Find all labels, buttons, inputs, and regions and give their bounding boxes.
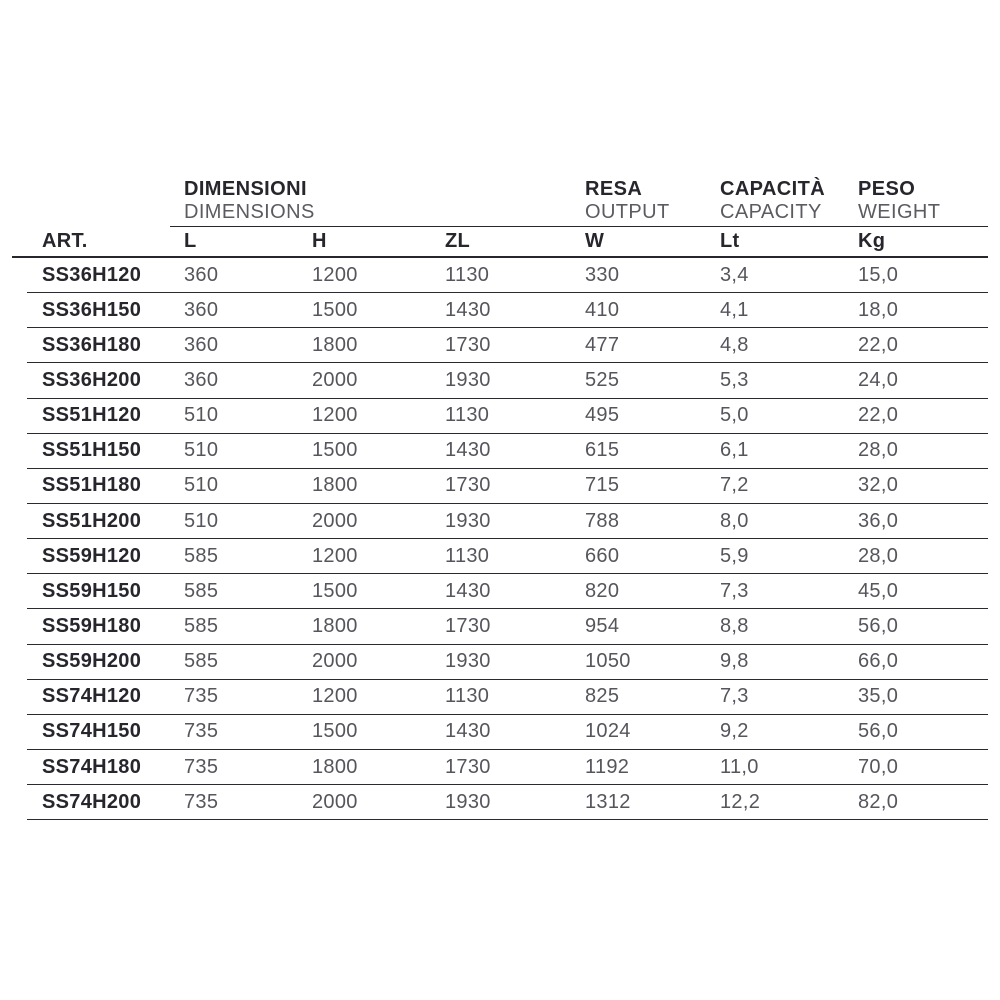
cell-output-w: 820 bbox=[585, 579, 620, 602]
cell-capacity-lt: 5,9 bbox=[720, 544, 749, 567]
cell-zl: 1430 bbox=[445, 720, 491, 743]
table-row bbox=[27, 363, 988, 398]
cell-weight-kg: 56,0 bbox=[858, 614, 899, 637]
group-header-dimensions bbox=[184, 178, 585, 226]
table-body bbox=[27, 258, 988, 820]
table-row bbox=[27, 715, 988, 750]
cell-capacity-lt: 8,8 bbox=[720, 614, 749, 637]
cell-weight-kg: 82,0 bbox=[858, 790, 899, 813]
cell-length: 585 bbox=[184, 544, 219, 567]
cell-length: 510 bbox=[184, 439, 219, 462]
table-row bbox=[27, 258, 988, 293]
cell-capacity-lt: 11,0 bbox=[720, 755, 759, 778]
cell-length: 735 bbox=[184, 720, 219, 743]
cell-capacity-lt: 8,0 bbox=[720, 509, 749, 532]
cell-art-code: SS36H200 bbox=[42, 368, 142, 391]
cell-output-w: 410 bbox=[585, 298, 620, 321]
cell-capacity-lt: 7,3 bbox=[720, 685, 749, 708]
cell-height: 1800 bbox=[312, 614, 358, 637]
product-spec-table bbox=[12, 178, 988, 820]
cell-capacity-lt: 12,2 bbox=[720, 790, 761, 813]
cell-zl: 1130 bbox=[445, 544, 490, 567]
cell-capacity-lt: 7,2 bbox=[720, 474, 749, 497]
group-subtitle-weight: WEIGHT bbox=[858, 201, 941, 223]
cell-output-w: 954 bbox=[585, 614, 620, 637]
cell-height: 1200 bbox=[312, 685, 358, 708]
cell-height: 1500 bbox=[312, 298, 358, 321]
cell-art-code: SS51H120 bbox=[42, 404, 142, 427]
group-title-peso: PESO bbox=[858, 178, 916, 200]
table-row bbox=[27, 434, 988, 469]
cell-art-code: SS59H180 bbox=[42, 614, 142, 637]
cell-art-code: SS36H150 bbox=[42, 298, 142, 321]
table-row bbox=[27, 399, 988, 434]
cell-length: 360 bbox=[184, 368, 219, 391]
cell-output-w: 788 bbox=[585, 509, 620, 532]
cell-height: 1800 bbox=[312, 333, 358, 356]
cell-output-w: 1192 bbox=[585, 755, 630, 778]
cell-length: 510 bbox=[184, 404, 219, 427]
cell-art-code: SS59H200 bbox=[42, 650, 142, 673]
cell-length: 360 bbox=[184, 263, 219, 286]
cell-output-w: 615 bbox=[585, 439, 620, 462]
cell-art-code: SS36H180 bbox=[42, 333, 142, 356]
cell-art-code: SS59H120 bbox=[42, 544, 142, 567]
cell-capacity-lt: 6,1 bbox=[720, 439, 749, 462]
group-title-dimensioni: DIMENSIONI bbox=[184, 178, 307, 200]
cell-length: 735 bbox=[184, 790, 219, 813]
column-header-l: L bbox=[184, 229, 197, 252]
cell-length: 510 bbox=[184, 509, 219, 532]
table-row bbox=[27, 328, 988, 363]
cell-length: 510 bbox=[184, 474, 219, 497]
cell-weight-kg: 15,0 bbox=[858, 263, 899, 286]
cell-weight-kg: 32,0 bbox=[858, 474, 899, 497]
table-row bbox=[27, 645, 988, 680]
column-header-row bbox=[12, 226, 988, 258]
cell-zl: 1130 bbox=[445, 685, 490, 708]
column-header-lt: Lt bbox=[720, 229, 740, 252]
cell-height: 1200 bbox=[312, 263, 358, 286]
cell-capacity-lt: 9,8 bbox=[720, 650, 749, 673]
table-row bbox=[27, 750, 988, 785]
cell-height: 1500 bbox=[312, 579, 358, 602]
cell-weight-kg: 22,0 bbox=[858, 333, 899, 356]
cell-output-w: 330 bbox=[585, 263, 620, 286]
cell-zl: 1730 bbox=[445, 614, 491, 637]
cell-capacity-lt: 4,1 bbox=[720, 298, 749, 321]
cell-length: 585 bbox=[184, 614, 219, 637]
cell-art-code: SS36H120 bbox=[42, 263, 142, 286]
column-header-kg: Kg bbox=[858, 229, 886, 252]
cell-capacity-lt: 5,3 bbox=[720, 368, 749, 391]
cell-capacity-lt: 5,0 bbox=[720, 404, 749, 427]
cell-art-code: SS59H150 bbox=[42, 579, 142, 602]
cell-weight-kg: 35,0 bbox=[858, 685, 899, 708]
cell-art-code: SS74H150 bbox=[42, 720, 142, 743]
cell-zl: 1930 bbox=[445, 650, 491, 673]
column-header-w: W bbox=[585, 229, 605, 252]
cell-zl: 1930 bbox=[445, 509, 491, 532]
cell-zl: 1730 bbox=[445, 474, 491, 497]
table-row bbox=[27, 539, 988, 574]
cell-zl: 1930 bbox=[445, 790, 491, 813]
cell-height: 1200 bbox=[312, 544, 358, 567]
cell-zl: 1430 bbox=[445, 298, 491, 321]
cell-height: 2000 bbox=[312, 790, 358, 813]
cell-output-w: 477 bbox=[585, 333, 620, 356]
cell-length: 735 bbox=[184, 685, 219, 708]
cell-height: 1800 bbox=[312, 474, 358, 497]
cell-output-w: 495 bbox=[585, 404, 620, 427]
group-header-output bbox=[585, 178, 720, 226]
group-subtitle-capacity: CAPACITY bbox=[720, 201, 822, 223]
column-header-art: ART. bbox=[42, 229, 88, 252]
cell-weight-kg: 28,0 bbox=[858, 544, 899, 567]
cell-zl: 1930 bbox=[445, 368, 491, 391]
cell-height: 2000 bbox=[312, 650, 358, 673]
group-title-capacita: CAPACITÀ bbox=[720, 178, 826, 200]
cell-height: 1500 bbox=[312, 439, 358, 462]
cell-length: 585 bbox=[184, 650, 219, 673]
cell-zl: 1130 bbox=[445, 404, 490, 427]
cell-weight-kg: 28,0 bbox=[858, 439, 899, 462]
table-row bbox=[27, 574, 988, 609]
cell-zl: 1730 bbox=[445, 755, 491, 778]
table-row bbox=[27, 680, 988, 715]
table-row bbox=[27, 469, 988, 504]
cell-zl: 1430 bbox=[445, 439, 491, 462]
cell-weight-kg: 56,0 bbox=[858, 720, 899, 743]
group-subtitle-output: OUTPUT bbox=[585, 201, 670, 223]
cell-art-code: SS51H180 bbox=[42, 474, 142, 497]
group-title-resa: RESA bbox=[585, 178, 643, 200]
group-header-underline bbox=[170, 226, 988, 227]
cell-height: 1800 bbox=[312, 755, 358, 778]
cell-output-w: 1024 bbox=[585, 720, 631, 743]
cell-art-code: SS51H150 bbox=[42, 439, 142, 462]
cell-zl: 1430 bbox=[445, 579, 491, 602]
cell-art-code: SS74H200 bbox=[42, 790, 142, 813]
cell-height: 2000 bbox=[312, 509, 358, 532]
column-header-zl: ZL bbox=[445, 229, 471, 252]
group-header-row bbox=[12, 178, 988, 226]
cell-art-code: SS74H180 bbox=[42, 755, 142, 778]
cell-height: 1500 bbox=[312, 720, 358, 743]
column-header-h: H bbox=[312, 229, 327, 252]
cell-output-w: 715 bbox=[585, 474, 620, 497]
cell-capacity-lt: 4,8 bbox=[720, 333, 749, 356]
table-row bbox=[27, 609, 988, 644]
cell-art-code: SS51H200 bbox=[42, 509, 142, 532]
cell-weight-kg: 24,0 bbox=[858, 368, 899, 391]
cell-output-w: 525 bbox=[585, 368, 620, 391]
table-row bbox=[27, 785, 988, 820]
cell-capacity-lt: 7,3 bbox=[720, 579, 749, 602]
cell-weight-kg: 22,0 bbox=[858, 404, 899, 427]
cell-length: 360 bbox=[184, 298, 219, 321]
cell-capacity-lt: 3,4 bbox=[720, 263, 749, 286]
cell-capacity-lt: 9,2 bbox=[720, 720, 749, 743]
cell-weight-kg: 18,0 bbox=[858, 298, 899, 321]
cell-weight-kg: 45,0 bbox=[858, 579, 899, 602]
group-header-capacity bbox=[720, 178, 858, 226]
cell-height: 1200 bbox=[312, 404, 358, 427]
table-row bbox=[27, 293, 988, 328]
cell-output-w: 825 bbox=[585, 685, 620, 708]
cell-height: 2000 bbox=[312, 368, 358, 391]
cell-weight-kg: 66,0 bbox=[858, 650, 899, 673]
group-header-weight bbox=[858, 178, 988, 226]
cell-weight-kg: 70,0 bbox=[858, 755, 899, 778]
cell-length: 585 bbox=[184, 579, 219, 602]
cell-output-w: 660 bbox=[585, 544, 620, 567]
cell-zl: 1130 bbox=[445, 263, 490, 286]
cell-art-code: SS74H120 bbox=[42, 685, 142, 708]
cell-output-w: 1312 bbox=[585, 790, 631, 813]
cell-output-w: 1050 bbox=[585, 650, 631, 673]
group-subtitle-dimensions: DIMENSIONS bbox=[184, 201, 315, 223]
table-row bbox=[27, 504, 988, 539]
cell-weight-kg: 36,0 bbox=[858, 509, 899, 532]
cell-length: 735 bbox=[184, 755, 219, 778]
cell-length: 360 bbox=[184, 333, 219, 356]
cell-zl: 1730 bbox=[445, 333, 491, 356]
